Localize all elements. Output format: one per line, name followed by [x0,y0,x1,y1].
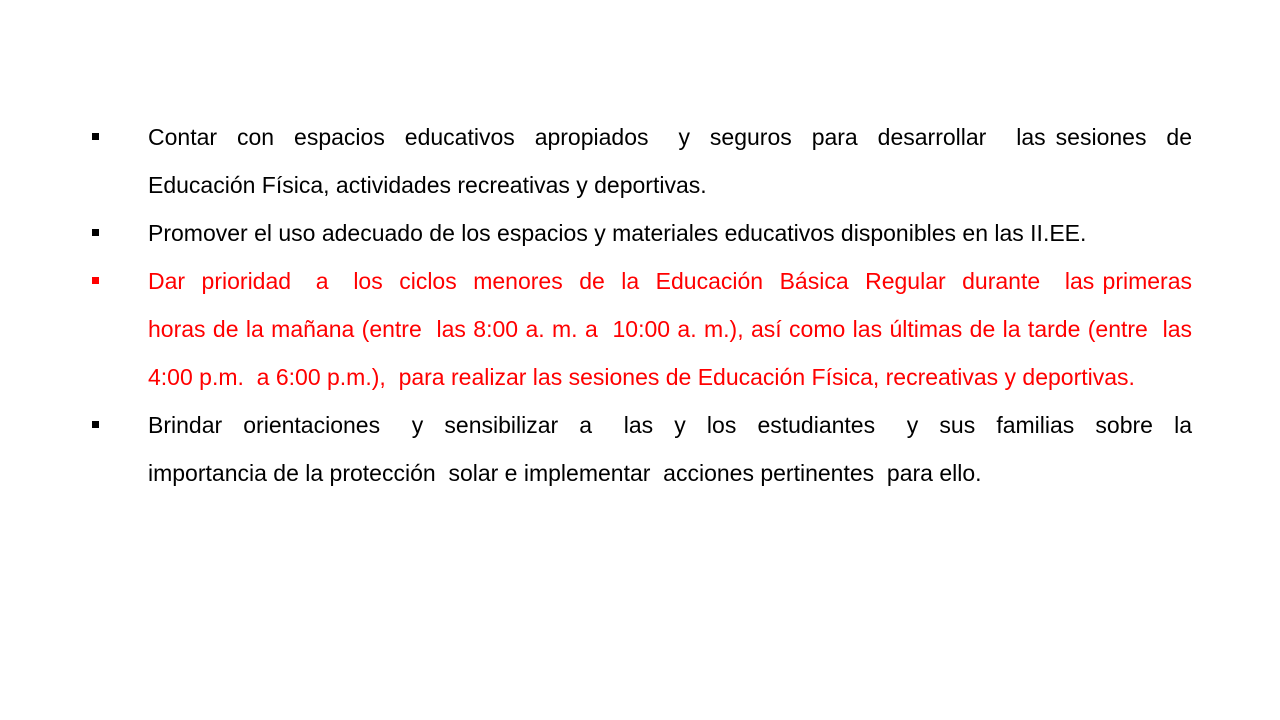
bullet-text: Contar con espacios educativos apropiados y seguros para desarrollar las sesiones de Educación Física, actividades recreativas y deportivas. [148,124,1199,198]
bullet-item-prioridad-ciclos [88,257,1199,401]
square-bullet-icon [92,421,99,428]
bullet-list [88,113,1199,497]
square-bullet-icon [92,133,99,140]
bullet-text: Promover el uso adecuado de los espacios y materiales educativos disponibles en las II.EE. [148,220,1087,246]
bullet-text: Brindar orientaciones y sensibilizar a las y los estudiantes y sus familias sobre la importancia de la protección solar e implementar acciones pertinentes para ello. [148,412,1199,486]
bullet-item-orientaciones [88,401,1199,497]
bullet-text: Dar prioridad a los ciclos menores de la Educación Básica Regular durante las primeras horas de la mañana (entre las 8:00 a. m. a 10:00 a. m.), así como las últimas de la tarde (entre las 4:00 p.m. a 6:00 p.m.), para realizar las sesiones de Educación Física, recreativas y deportivas. [148,268,1199,390]
square-bullet-icon [92,229,99,236]
bullet-item-uso-adecuado [88,209,1192,257]
bullet-item-espacios-seguros [88,113,1199,209]
square-bullet-icon [92,277,99,284]
